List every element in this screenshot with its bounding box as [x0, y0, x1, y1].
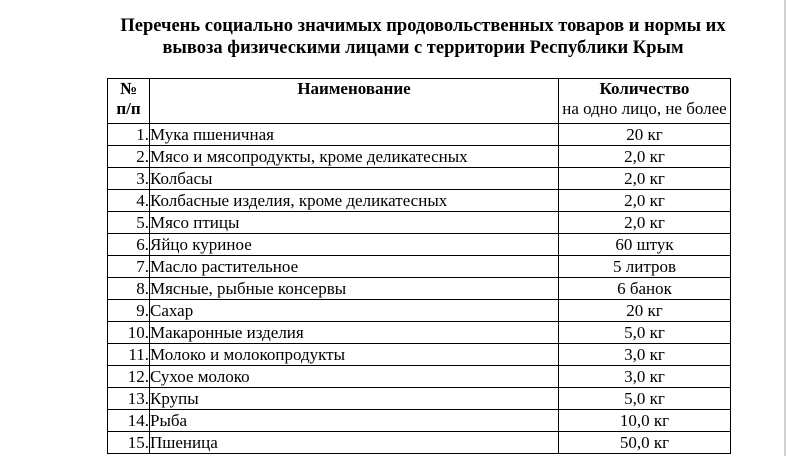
row-number: 12. — [108, 366, 150, 388]
table-row — [108, 234, 731, 256]
goods-table — [107, 78, 731, 454]
row-number: 7. — [108, 256, 150, 278]
row-number: 9. — [108, 300, 150, 322]
row-product-name: Колбасы — [150, 168, 559, 190]
table-row — [108, 256, 731, 278]
row-number: 5. — [108, 212, 150, 234]
header-number-line-2: п/п — [116, 99, 141, 118]
row-number: 6. — [108, 234, 150, 256]
row-quantity: 5,0 кг — [559, 322, 731, 344]
header-name: Наименование — [150, 79, 559, 124]
row-quantity: 5 литров — [559, 256, 731, 278]
table-row — [108, 432, 731, 454]
row-quantity: 3,0 кг — [559, 366, 731, 388]
table-row — [108, 344, 731, 366]
header-number-line-1: № — [119, 79, 138, 98]
header-number — [108, 79, 150, 124]
row-product-name: Мука пшеничная — [150, 124, 559, 146]
row-number: 14. — [108, 410, 150, 432]
title-line-2: вывоза физическими лицами с территории Республики Крым — [162, 38, 684, 58]
row-number: 1. — [108, 124, 150, 146]
row-quantity: 10,0 кг — [559, 410, 731, 432]
row-product-name: Сухое молоко — [150, 366, 559, 388]
row-product-name: Пшеница — [150, 432, 559, 454]
table-row — [108, 146, 731, 168]
row-quantity: 5,0 кг — [559, 388, 731, 410]
row-number: 3. — [108, 168, 150, 190]
header-quantity-line-2: на одно лицо, не более — [562, 99, 727, 118]
table-row — [108, 300, 731, 322]
title-line-1: Перечень социально значимых продовольственных товаров и нормы их — [120, 16, 726, 36]
row-quantity: 2,0 кг — [559, 146, 731, 168]
row-quantity: 6 банок — [559, 278, 731, 300]
row-number: 8. — [108, 278, 150, 300]
row-quantity: 60 штук — [559, 234, 731, 256]
document-title — [60, 15, 786, 59]
row-quantity: 3,0 кг — [559, 344, 731, 366]
header-quantity-line-1: Количество — [599, 79, 690, 98]
row-product-name: Молоко и молокопродукты — [150, 344, 559, 366]
row-product-name: Макаронные изделия — [150, 322, 559, 344]
table-row — [108, 212, 731, 234]
row-product-name: Масло растительное — [150, 256, 559, 278]
table-row — [108, 410, 731, 432]
header-quantity — [559, 79, 731, 124]
row-product-name: Мясо и мясопродукты, кроме деликатесных — [150, 146, 559, 168]
table-row — [108, 168, 731, 190]
row-quantity: 2,0 кг — [559, 168, 731, 190]
table-row — [108, 366, 731, 388]
row-number: 2. — [108, 146, 150, 168]
table-row — [108, 278, 731, 300]
row-quantity: 20 кг — [559, 124, 731, 146]
row-number: 4. — [108, 190, 150, 212]
row-product-name: Яйцо куриное — [150, 234, 559, 256]
row-number: 11. — [108, 344, 150, 366]
table-row — [108, 388, 731, 410]
row-quantity: 50,0 кг — [559, 432, 731, 454]
row-product-name: Сахар — [150, 300, 559, 322]
row-number: 15. — [108, 432, 150, 454]
table-row — [108, 124, 731, 146]
row-quantity: 2,0 кг — [559, 190, 731, 212]
row-number: 10. — [108, 322, 150, 344]
row-quantity: 20 кг — [559, 300, 731, 322]
row-number: 13. — [108, 388, 150, 410]
row-product-name: Мясо птицы — [150, 212, 559, 234]
table-row — [108, 322, 731, 344]
table-header-row — [108, 79, 731, 124]
table-body — [108, 124, 731, 454]
row-product-name: Рыба — [150, 410, 559, 432]
row-quantity: 2,0 кг — [559, 212, 731, 234]
table-row — [108, 190, 731, 212]
row-product-name: Мясные, рыбные консервы — [150, 278, 559, 300]
row-product-name: Колбасные изделия, кроме деликатесных — [150, 190, 559, 212]
row-product-name: Крупы — [150, 388, 559, 410]
